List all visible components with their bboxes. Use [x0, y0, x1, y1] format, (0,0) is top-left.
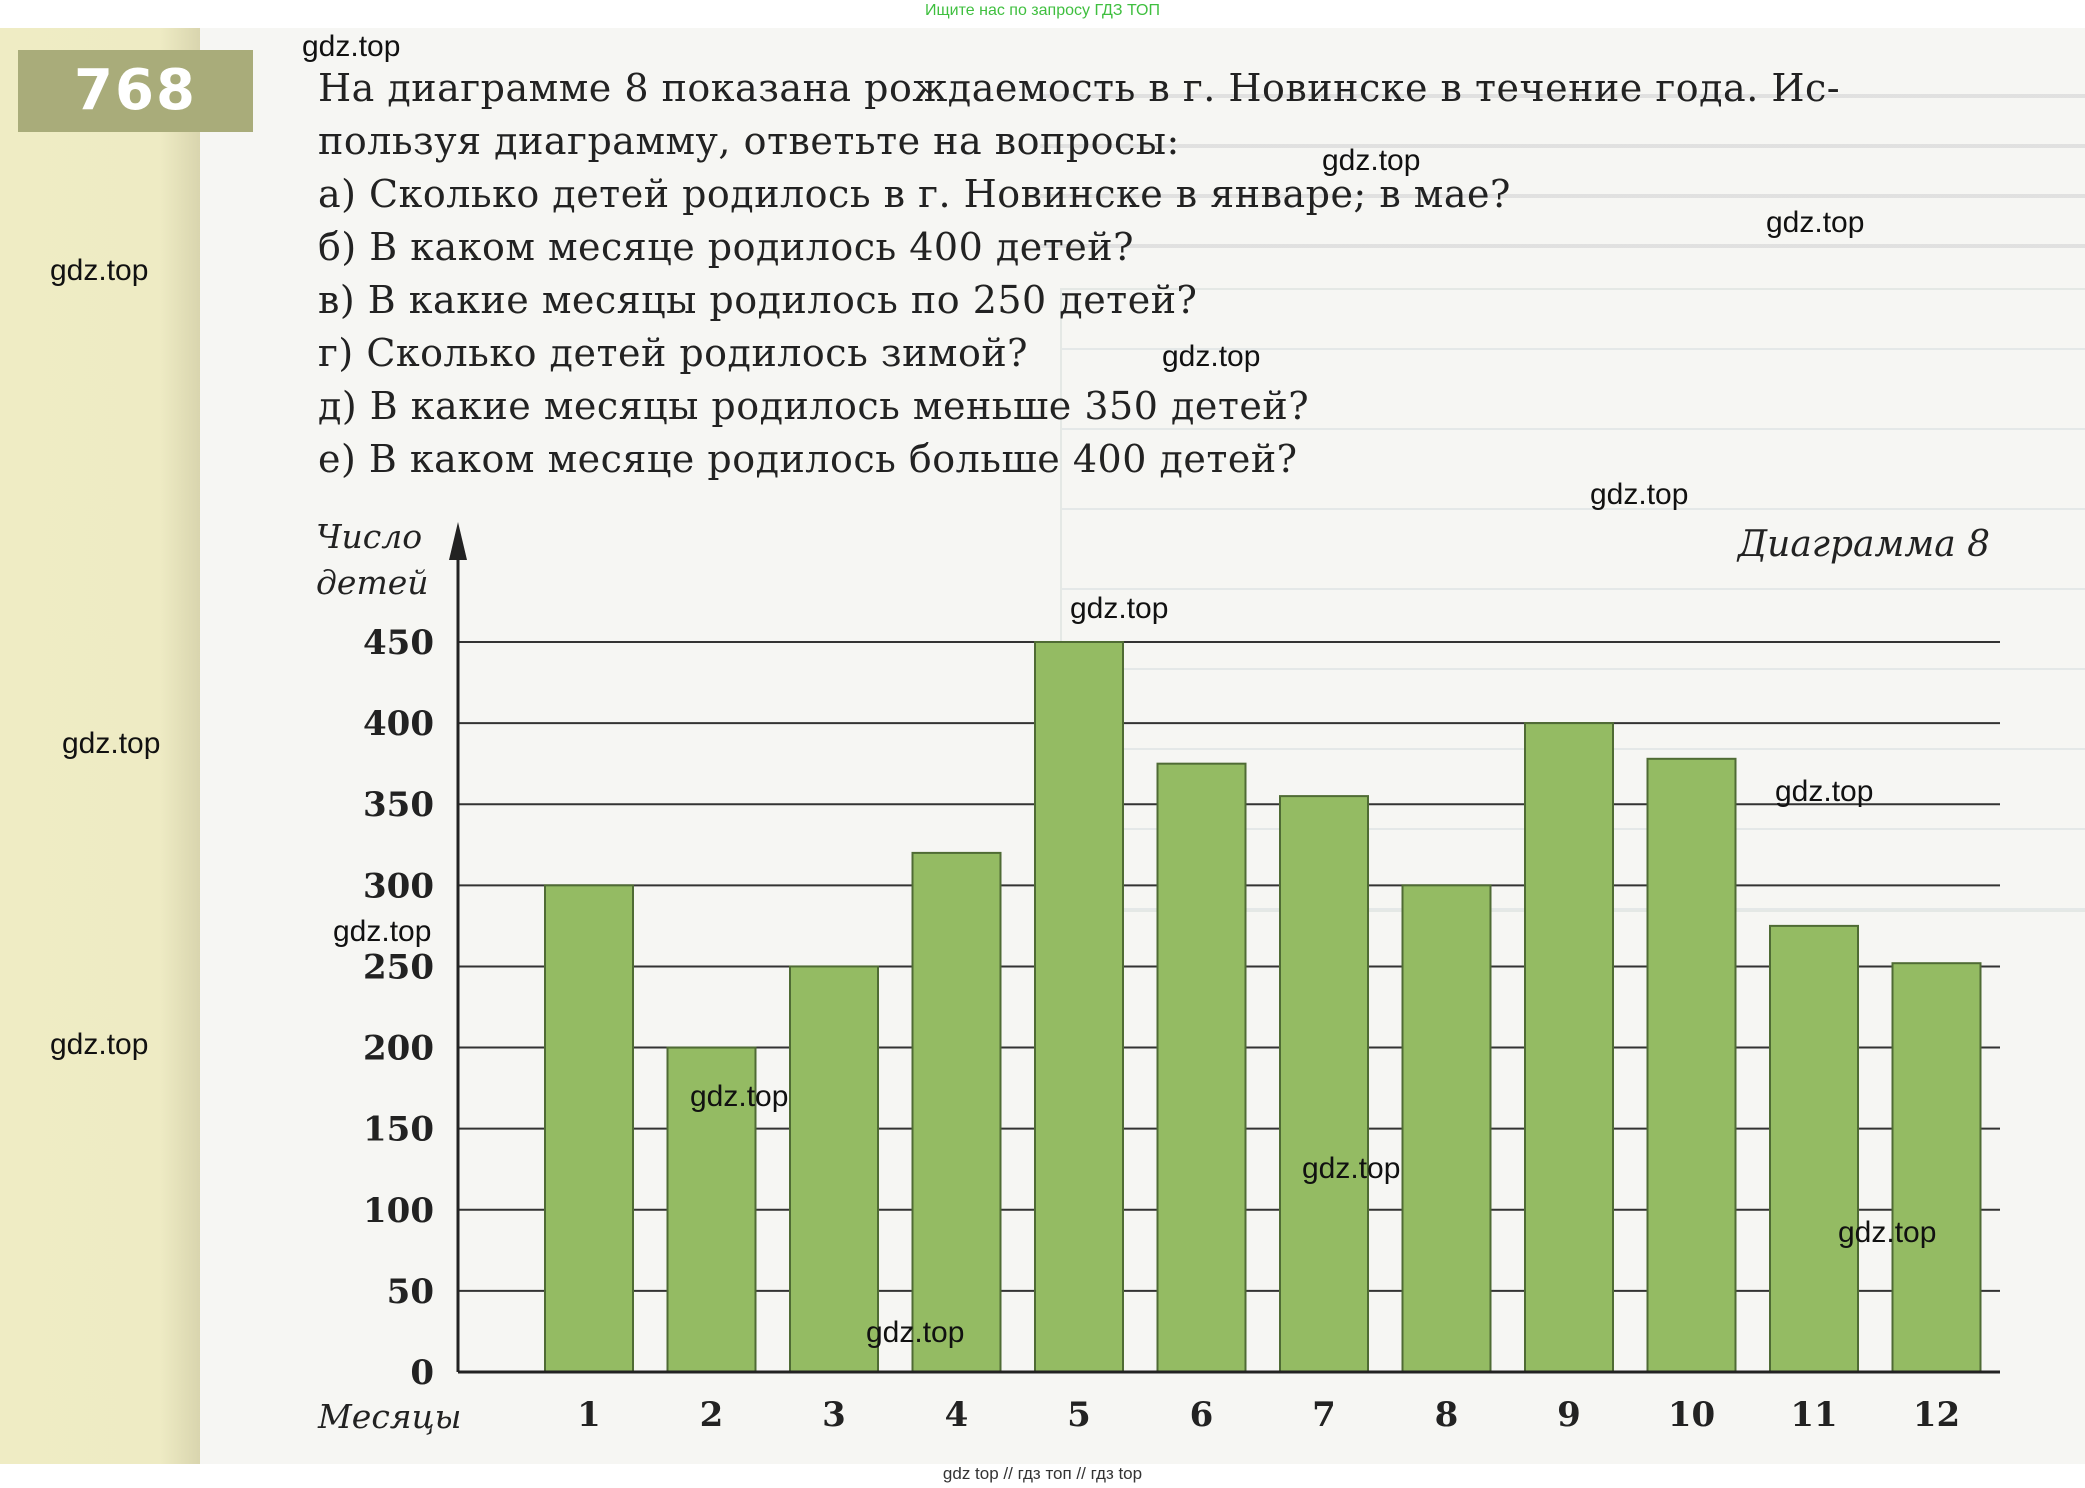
x-tick-label: 7: [1312, 1395, 1336, 1435]
y-tick-label: 50: [386, 1271, 434, 1312]
watermark: gdz.top: [50, 1028, 149, 1061]
question-a: а) Сколько детей родилось в г. Новинске в январе; в мае?: [318, 172, 1511, 216]
watermark: gdz.top: [1302, 1152, 1401, 1185]
problem-line: пользуя диаграмму, ответьте на вопросы:: [318, 119, 1180, 163]
x-tick-label: 2: [699, 1395, 724, 1435]
question-b: б) В каком месяце родилось 400 детей?: [318, 225, 1134, 269]
bar-month-10: [1648, 759, 1736, 1372]
y-tick-labels: [363, 623, 434, 1393]
y-tick-label: 400: [363, 704, 434, 745]
y-axis-arrow-icon: [449, 522, 467, 560]
x-tick-labels: [577, 1395, 1960, 1435]
bar-month-4: [913, 853, 1001, 1372]
y-tick-label: 0: [410, 1353, 434, 1393]
footer-note[interactable]: gdz top // гдз топ // гдз top: [942, 1464, 1143, 1483]
x-tick-label: 6: [1189, 1395, 1214, 1435]
x-tick-label: 8: [1434, 1395, 1459, 1435]
y-tick-label: 450: [363, 623, 434, 663]
bar-month-11: [1770, 926, 1858, 1372]
x-tick-label: 1: [577, 1395, 601, 1435]
bars: [545, 642, 1981, 1372]
y-tick-label: 150: [363, 1109, 434, 1150]
watermark: gdz.top: [1162, 340, 1261, 373]
bar-month-3: [790, 966, 878, 1372]
watermark: gdz.top: [50, 254, 149, 287]
header-note[interactable]: Ищите нас по запросу ГДЗ ТОП: [925, 2, 1160, 19]
watermark: gdz.top: [1070, 592, 1169, 625]
watermark: gdz.top: [1838, 1216, 1937, 1249]
problem-line: На диаграмме 8 показана рождаемость в г. Новинске в течение года. Ис-: [318, 66, 1841, 110]
watermark: gdz.top: [866, 1316, 965, 1349]
bar-month-7: [1280, 796, 1368, 1372]
watermark: gdz.top: [1322, 144, 1421, 177]
watermark: gdz.top: [333, 915, 432, 948]
problem-number-badge: 768: [18, 50, 253, 132]
x-tick-label: 11: [1790, 1395, 1838, 1435]
chart-title: Диаграмма 8: [1737, 524, 1990, 565]
y-axis-label-line1: Число: [316, 517, 423, 556]
watermark: gdz.top: [1775, 775, 1874, 808]
y-tick-label: 300: [363, 866, 434, 907]
bar-month-12: [1893, 963, 1981, 1372]
question-f: е) В каком месяце родилось больше 400 детей?: [318, 437, 1298, 481]
x-tick-label: 9: [1557, 1395, 1581, 1435]
y-tick-label: 250: [363, 947, 434, 988]
question-d: г) Сколько детей родилось зимой?: [318, 331, 1029, 375]
question-c: в) В какие месяцы родилось по 250 детей?: [318, 278, 1198, 322]
x-tick-label: 12: [1912, 1395, 1961, 1435]
bar-month-8: [1403, 885, 1491, 1372]
x-tick-label: 3: [822, 1395, 846, 1435]
y-axis-label-line2: детей: [316, 563, 429, 602]
x-tick-label: 5: [1067, 1395, 1091, 1435]
watermark: gdz.top: [62, 727, 161, 760]
bar-month-5: [1035, 642, 1123, 1372]
x-tick-label: 4: [944, 1395, 969, 1435]
bar-month-6: [1158, 764, 1246, 1372]
x-axis-label: Месяцы: [318, 1397, 462, 1436]
bar-month-1: [545, 885, 633, 1372]
bar-month-9: [1525, 723, 1613, 1372]
watermark: gdz.top: [1590, 478, 1689, 511]
watermark: gdz.top: [690, 1080, 789, 1113]
x-tick-label: 10: [1667, 1395, 1716, 1435]
question-e: д) В какие месяцы родилось меньше 350 детей?: [318, 384, 1310, 428]
y-tick-label: 100: [363, 1190, 434, 1231]
y-tick-label: 350: [363, 785, 434, 826]
watermark: gdz.top: [302, 30, 401, 63]
watermark: gdz.top: [1766, 206, 1865, 239]
y-tick-label: 200: [363, 1028, 434, 1069]
